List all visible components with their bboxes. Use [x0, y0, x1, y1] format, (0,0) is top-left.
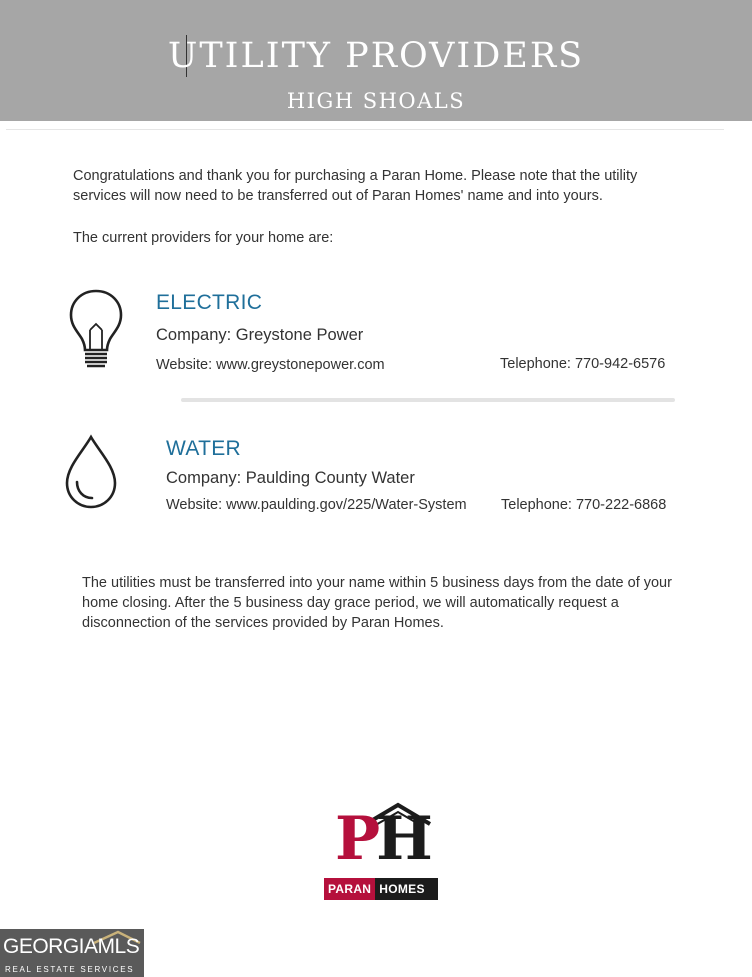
electric-website: Website: www.greystonepower.com: [156, 357, 385, 373]
page-subtitle: HIGH SHOALS: [286, 89, 466, 113]
logo-wordmark: [324, 878, 438, 900]
page-title: UTILITY PROVIDERS: [167, 36, 585, 76]
mls-subtitle: REAL ESTATE SERVICES: [5, 965, 135, 974]
providers-lead: The current providers for your home are:: [73, 230, 334, 246]
water-website: Website: www.paulding.gov/225/Water-System: [166, 497, 467, 513]
logo-monogram: [335, 804, 429, 874]
water-heading: WATER: [166, 437, 241, 460]
water-company: Company: Paulding County Water: [166, 469, 415, 487]
logo-letter-h: H: [376, 804, 429, 874]
water-drop-icon: [62, 434, 120, 510]
georgia-mls-watermark: [0, 929, 144, 977]
logo-word-homes: HOMES: [379, 882, 425, 896]
header-divider: [6, 129, 724, 130]
logo-letter-p: P: [335, 804, 377, 874]
intro-paragraph: Congratulations and thank you for purchasing a Paran Home. Please note that the utility services will now need to be transferred out of Paran Homes' name and into yours.: [73, 168, 638, 204]
mls-name: GEORGIAMLS: [3, 935, 140, 958]
header-banner: [0, 0, 752, 121]
electric-heading: ELECTRIC: [156, 291, 263, 314]
closing-paragraph: The utilities must be transferred into your name within 5 business days from the date of your home closing. After the 5 business day grace period, we will automatically request a disconnection of the services provided by Paran Homes.: [82, 575, 672, 631]
logo-word-paran: PARAN: [324, 878, 375, 900]
water-telephone: Telephone: 770-222-6868: [501, 497, 667, 513]
section-divider: [181, 398, 675, 402]
electric-company: Company: Greystone Power: [156, 326, 364, 344]
paran-homes-logo: [322, 802, 440, 902]
electric-telephone: Telephone: 770-942-6576: [500, 356, 666, 372]
lightbulb-icon: [68, 288, 124, 370]
